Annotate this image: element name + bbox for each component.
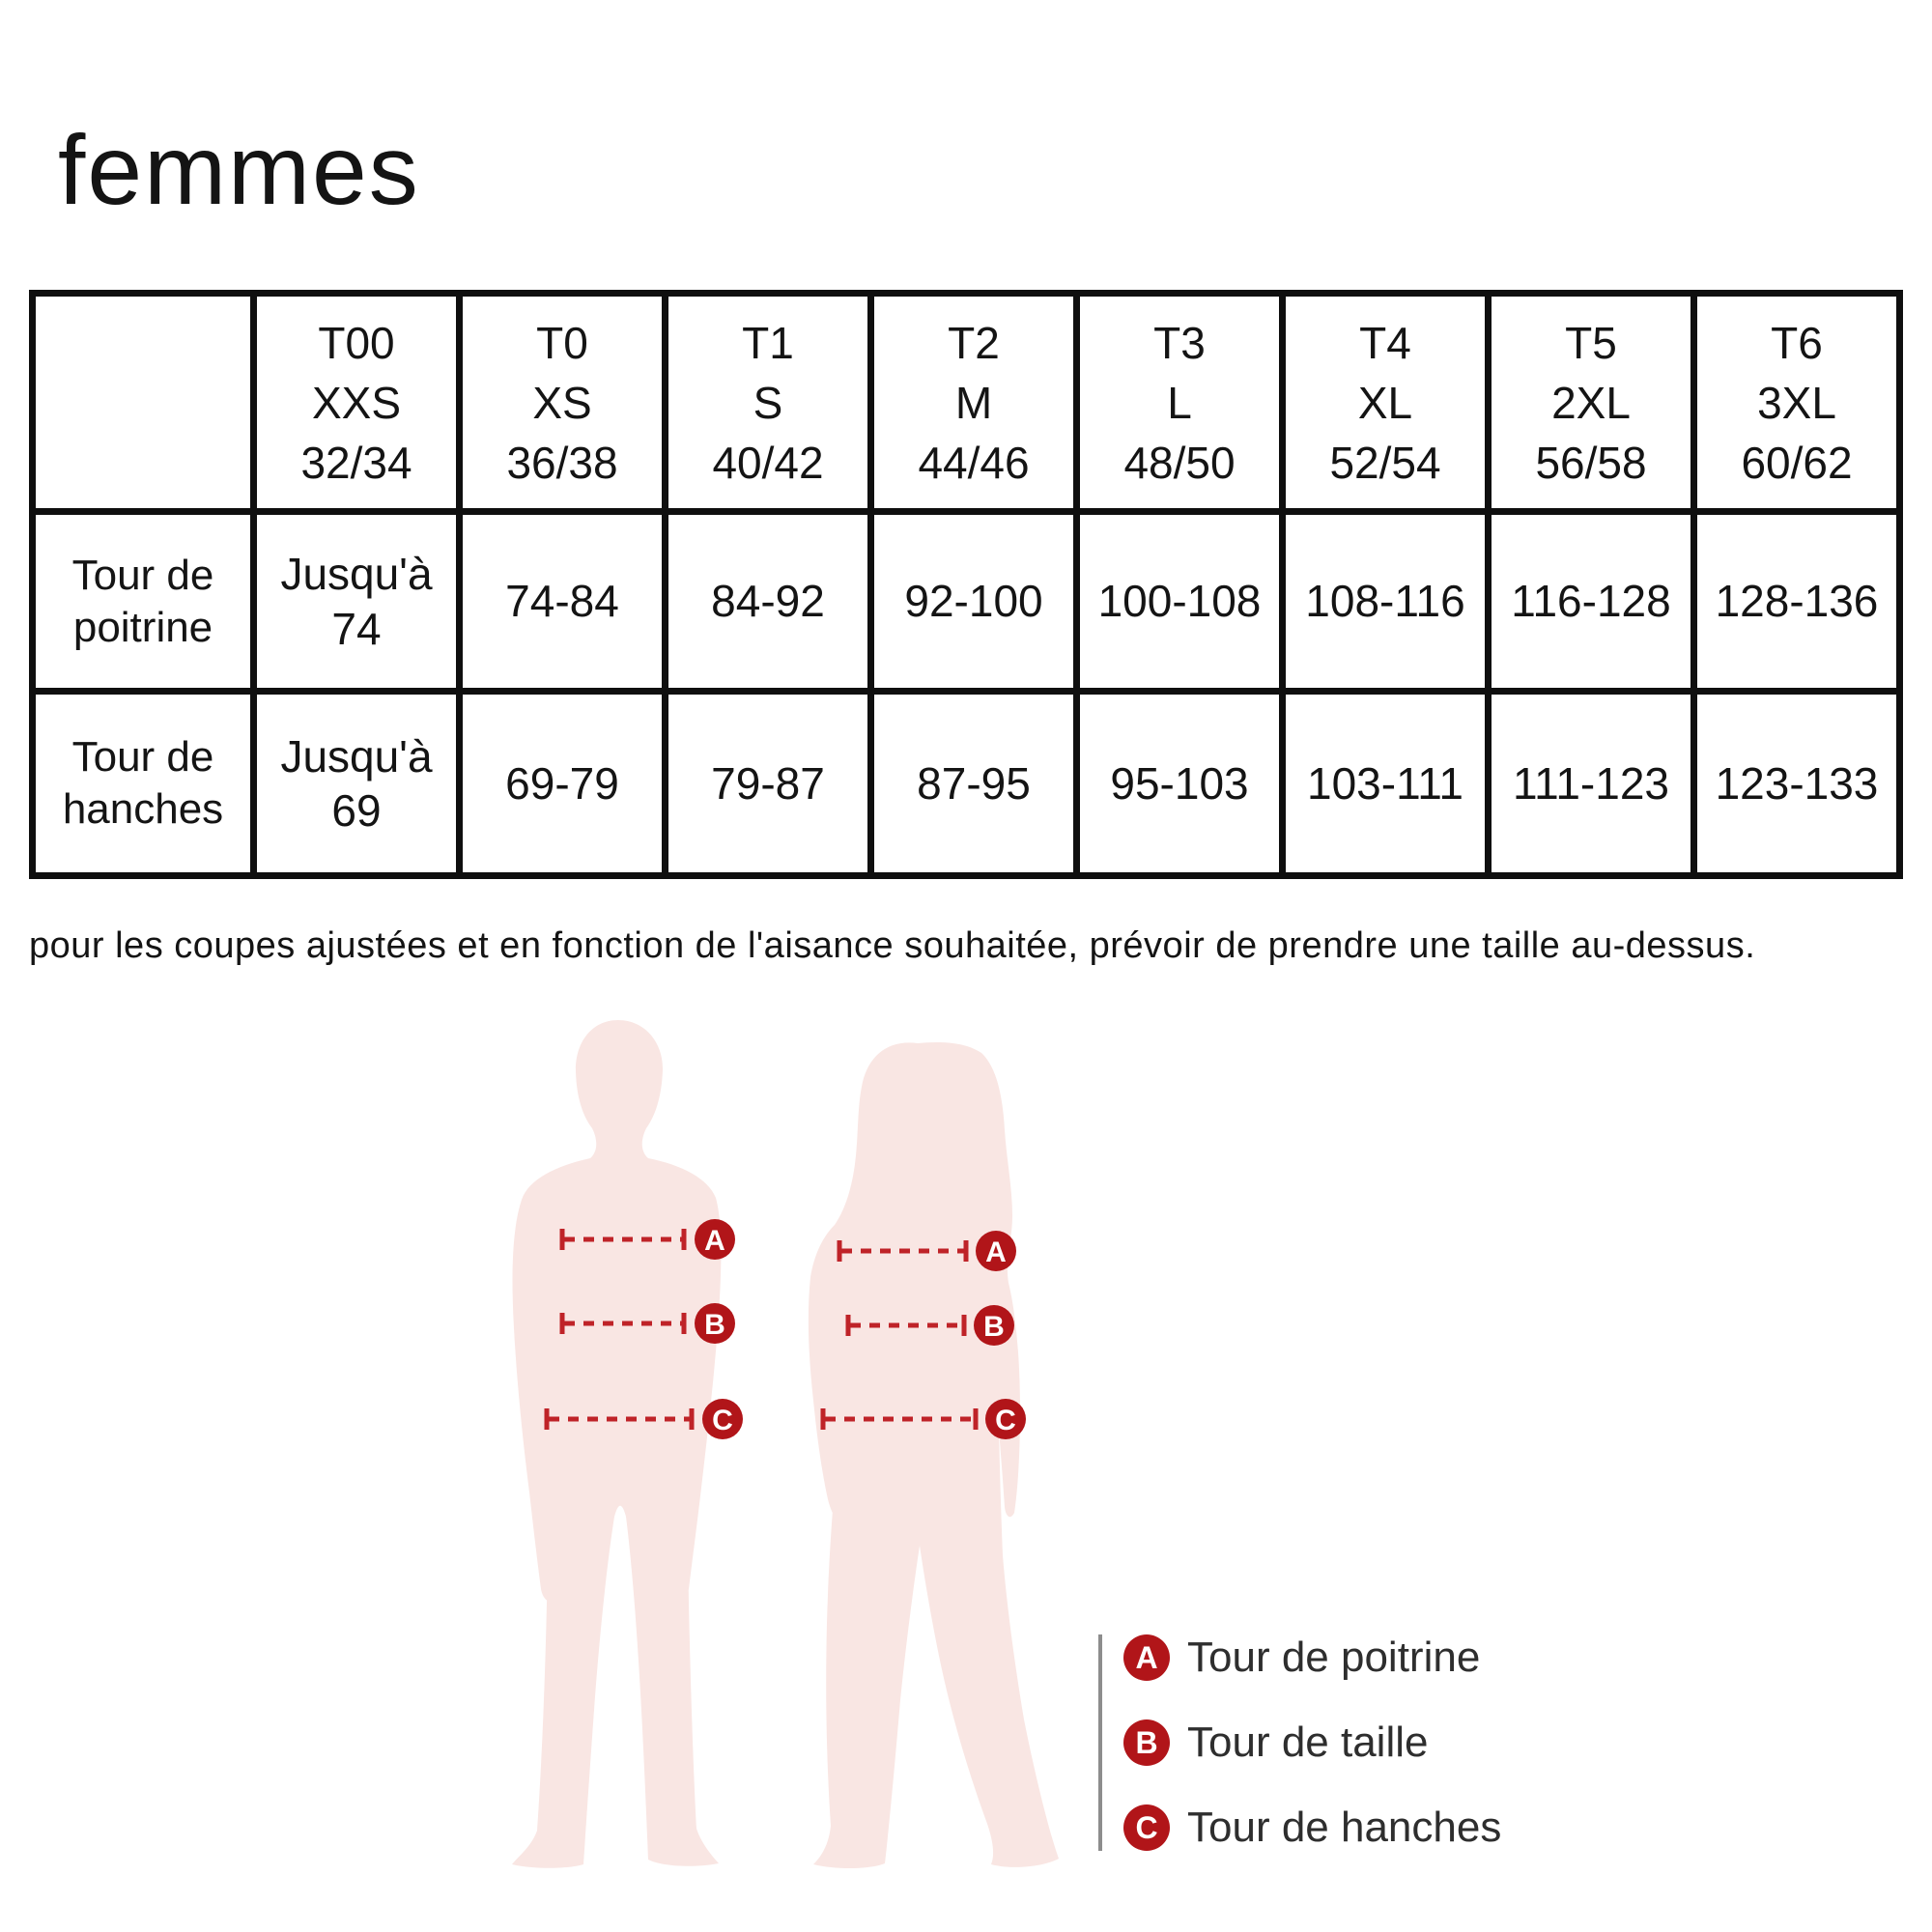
measurement-figure [406, 1005, 1217, 1874]
svg-text:A: A [704, 1225, 725, 1257]
table-cell: 74-84 [456, 508, 662, 688]
svg-text:B: B [983, 1311, 1005, 1343]
marker-b-icon: B [1123, 1719, 1170, 1766]
header-cell-t0: T0 XS 36/38 [456, 297, 662, 508]
table-cell: 69-79 [456, 688, 662, 872]
header-cell-t2: T2 M 44/46 [867, 297, 1073, 508]
measurement-legend [1098, 1634, 1501, 1851]
header-cell-t5: T5 2XL 56/58 [1485, 297, 1690, 508]
size-table [29, 290, 1903, 879]
row-label-poitrine: Tour de poitrine [36, 508, 250, 688]
header-cell-t00: T00 XXS 32/34 [250, 297, 456, 508]
table-cell: 111-123 [1485, 688, 1690, 872]
row-label-hanches: Tour de hanches [36, 688, 250, 872]
table-cell: Jusqu'à 74 [250, 508, 456, 688]
legend-item-hanches: C Tour de hanches [1123, 1804, 1501, 1851]
table-cell: 116-128 [1485, 508, 1690, 688]
page-title: femmes [58, 115, 420, 225]
woman-silhouette-icon [809, 1042, 1059, 1868]
table-cell: 100-108 [1073, 508, 1279, 688]
table-cell: 79-87 [662, 688, 867, 872]
table-cell: Jusqu'à 69 [250, 688, 456, 872]
svg-text:C: C [995, 1405, 1016, 1436]
header-cell-t6: T6 3XL 60/62 [1690, 297, 1896, 508]
table-cell: 103-111 [1279, 688, 1485, 872]
man-silhouette-icon [512, 1020, 721, 1868]
legend-item-poitrine: A Tour de poitrine [1123, 1634, 1501, 1681]
table-cell: 128-136 [1690, 508, 1896, 688]
marker-c-icon: C [1123, 1804, 1170, 1851]
header-cell-t3: T3 L 48/50 [1073, 297, 1279, 508]
header-cell-t4: T4 XL 52/54 [1279, 297, 1485, 508]
fit-note: pour les coupes ajustées et en fonction de l'aisance souhaitée, prévoir de prendre une taille au-dessus. [29, 925, 1756, 966]
svg-text:A: A [985, 1236, 1007, 1268]
legend-item-taille: B Tour de taille [1123, 1719, 1501, 1766]
svg-text:B: B [704, 1309, 725, 1341]
table-cell: 95-103 [1073, 688, 1279, 872]
header-cell-t1: T1 S 40/42 [662, 297, 867, 508]
table-cell: 123-133 [1690, 688, 1896, 872]
corner-cell [36, 297, 250, 508]
svg-text:C: C [712, 1405, 733, 1436]
table-cell: 92-100 [867, 508, 1073, 688]
marker-a-icon: A [1123, 1634, 1170, 1681]
table-cell: 108-116 [1279, 508, 1485, 688]
table-cell: 84-92 [662, 508, 867, 688]
table-cell: 87-95 [867, 688, 1073, 872]
